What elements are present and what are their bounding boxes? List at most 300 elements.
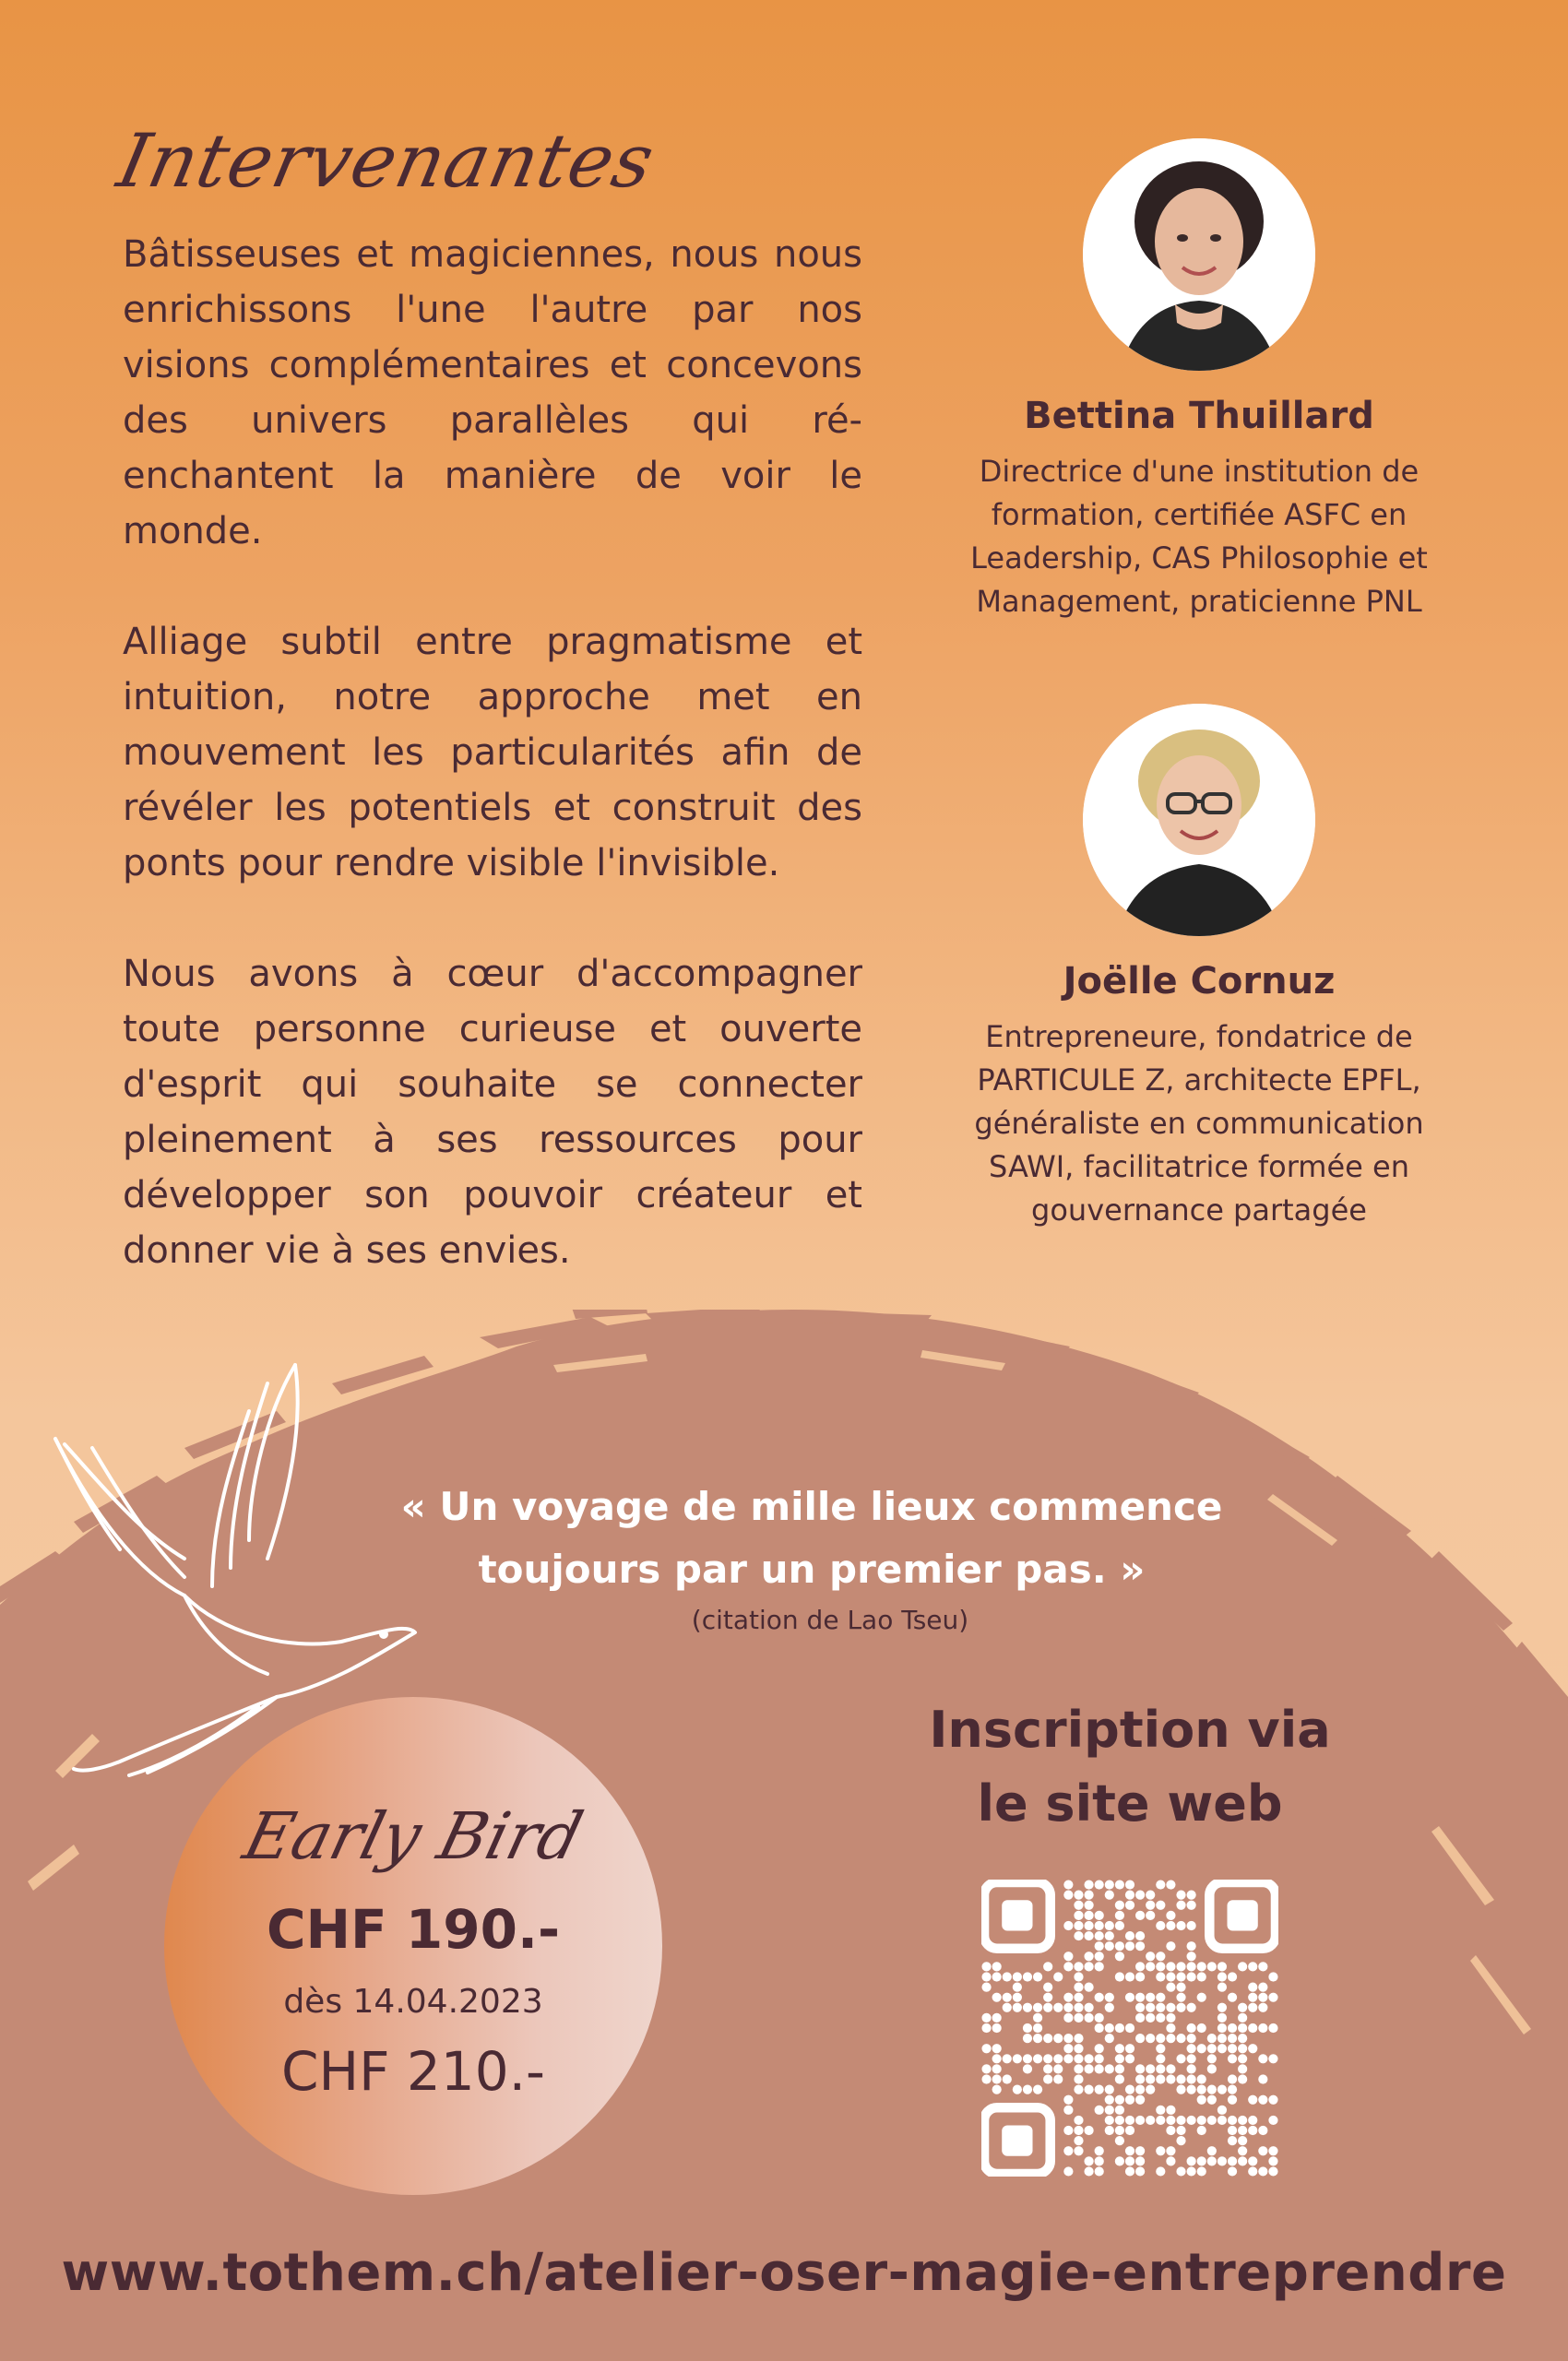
qr-module bbox=[1166, 2034, 1175, 2043]
qr-module bbox=[1248, 1982, 1257, 1991]
qr-module bbox=[1218, 2023, 1227, 2033]
qr-module bbox=[1268, 2116, 1277, 2125]
qr-module bbox=[1043, 2064, 1052, 2073]
qr-module bbox=[1105, 1941, 1114, 1951]
qr-module bbox=[1197, 2166, 1206, 2176]
qr-module bbox=[1074, 2013, 1083, 2023]
qr-module bbox=[1074, 1972, 1083, 1981]
qr-module bbox=[1156, 2064, 1165, 2073]
qr-module bbox=[1146, 2003, 1155, 2012]
quote-line-2: toujours par un premier pas. » bbox=[478, 1547, 1146, 1592]
qr-module bbox=[1176, 2116, 1185, 2125]
qr-module bbox=[1228, 2054, 1237, 2063]
qr-module bbox=[1146, 2074, 1155, 2083]
qr-module bbox=[1146, 2064, 1155, 2073]
qr-module bbox=[1095, 2044, 1104, 2053]
qr-module bbox=[992, 2064, 1002, 2073]
qr-module bbox=[1248, 1962, 1257, 1971]
intro-paragraph-3: Nous avons à cœur d'accompagner toute personne curieuse et ouverte d'esprit qui souhaite se connecter pleinement à ses ressources pour développer son pouvoir créateur et donner vie à ses envies. bbox=[123, 953, 862, 1272]
qr-module bbox=[1207, 2044, 1217, 2053]
qr-module bbox=[1095, 2054, 1104, 2063]
qr-module bbox=[1043, 2003, 1052, 2012]
qr-module bbox=[1156, 2146, 1165, 2155]
qr-module bbox=[1187, 1921, 1196, 1930]
qr-finder-inner bbox=[1227, 1900, 1257, 1930]
intro-paragraph-2: Alliage subtil entre pragmatisme et intuition, notre approche met en mouvement les particularités afin de révéler les potentiels et construit des ponts pour rendre visible l'invisible. bbox=[123, 621, 862, 884]
qr-module bbox=[1084, 1952, 1093, 1961]
qr-module bbox=[1176, 1962, 1185, 1971]
qr-module bbox=[1105, 2126, 1114, 2135]
early-bird-label: Early Bird bbox=[236, 1798, 590, 1874]
qr-module bbox=[992, 1972, 1002, 1981]
qr-module bbox=[1003, 2003, 1012, 2012]
qr-module bbox=[1207, 1962, 1217, 1971]
qr-module bbox=[1218, 2106, 1227, 2115]
qr-module bbox=[1084, 2054, 1093, 2063]
qr-module bbox=[1187, 1901, 1196, 1910]
qr-module bbox=[1228, 2074, 1237, 2083]
qr-module bbox=[1115, 2023, 1124, 2033]
qr-module bbox=[1053, 2003, 1063, 2012]
qr-module bbox=[1013, 2003, 1022, 2012]
qr-module bbox=[1003, 2054, 1012, 2063]
qr-module bbox=[1063, 2044, 1073, 2053]
qr-module bbox=[1218, 1962, 1227, 1971]
qr-module bbox=[1095, 1952, 1104, 1961]
qr-module bbox=[1125, 1941, 1134, 1951]
qr-module bbox=[1115, 2136, 1124, 2145]
qr-module bbox=[1156, 1921, 1165, 1930]
qr-module bbox=[1105, 1993, 1114, 2002]
qr-module bbox=[1135, 1911, 1145, 1920]
qr-module bbox=[1095, 2064, 1104, 2073]
qr-module bbox=[1248, 2166, 1257, 2176]
qr-module bbox=[1105, 2116, 1114, 2125]
qr-module bbox=[1033, 2023, 1042, 2033]
qr-module bbox=[1063, 1880, 1073, 1889]
qr-module bbox=[1166, 1911, 1175, 1920]
qr-module bbox=[1013, 2054, 1022, 2063]
qr-module bbox=[1228, 2034, 1237, 2043]
qr-module bbox=[1125, 2095, 1134, 2105]
qr-module bbox=[1063, 2126, 1073, 2135]
avatar bbox=[1083, 704, 1315, 936]
qr-module bbox=[1258, 2126, 1267, 2135]
qr-module bbox=[1115, 1941, 1124, 1951]
qr-module bbox=[1187, 1952, 1196, 1961]
qr-module bbox=[1197, 2156, 1206, 2165]
qr-module bbox=[1197, 2116, 1206, 2125]
qr-module bbox=[1268, 1993, 1277, 2002]
qr-module bbox=[1063, 2013, 1073, 2023]
qr-module bbox=[1053, 2074, 1063, 2083]
qr-module bbox=[1268, 2166, 1277, 2176]
qr-module bbox=[1176, 1891, 1185, 1900]
qr-module bbox=[1248, 2116, 1257, 2125]
qr-module bbox=[1074, 2003, 1083, 2012]
qr-module bbox=[1166, 2003, 1175, 2012]
qr-module bbox=[1218, 2085, 1227, 2094]
qr-module bbox=[1084, 1921, 1093, 1930]
website-url[interactable]: www.tothem.ch/atelier-oser-magie-entreprendre bbox=[61, 2243, 1507, 2303]
signup-line-2: le site web bbox=[977, 1774, 1283, 1833]
qr-module bbox=[1156, 2044, 1165, 2053]
qr-module bbox=[1238, 2023, 1247, 2033]
qr-module bbox=[1084, 1962, 1093, 1971]
qr-module bbox=[1074, 2054, 1083, 2063]
qr-module bbox=[1105, 1931, 1114, 1940]
qr-module bbox=[1095, 1993, 1104, 2002]
qr-module bbox=[981, 2064, 991, 2073]
qr-module bbox=[1105, 1891, 1114, 1900]
qr-module bbox=[1023, 2085, 1032, 2094]
qr-module bbox=[1166, 1962, 1175, 1971]
qr-module bbox=[1095, 2146, 1104, 2155]
signup-line-1: Inscription via bbox=[929, 1701, 1331, 1759]
qr-module bbox=[1063, 1993, 1073, 2002]
qr-module bbox=[1095, 1931, 1104, 1940]
qr-module bbox=[1125, 1891, 1134, 1900]
qr-module bbox=[1003, 1993, 1012, 2002]
qr-finder-inner bbox=[1002, 2125, 1032, 2155]
qr-module bbox=[1084, 2064, 1093, 2073]
qr-module bbox=[1105, 2064, 1114, 2073]
qr-module bbox=[1156, 1972, 1165, 1981]
qr-module bbox=[1023, 2054, 1032, 2063]
qr-module bbox=[1135, 2116, 1145, 2125]
qr-module bbox=[1125, 1901, 1134, 1910]
qr-module bbox=[1074, 1962, 1083, 1971]
qr-module bbox=[1135, 2013, 1145, 2023]
qr-module bbox=[1156, 2003, 1165, 2012]
qr-module bbox=[1238, 2064, 1247, 2073]
qr-module bbox=[1074, 2085, 1083, 2094]
qr-module bbox=[1043, 1962, 1052, 1971]
qr-module bbox=[1228, 2156, 1237, 2165]
qr-module bbox=[1197, 2074, 1206, 2083]
qr-module bbox=[1228, 2095, 1237, 2105]
price-badge bbox=[164, 1697, 662, 2195]
qr-module bbox=[1033, 2003, 1042, 2012]
qr-module bbox=[1115, 2116, 1124, 2125]
qr-module bbox=[1248, 2023, 1257, 2033]
qr-module bbox=[1095, 1921, 1104, 1930]
qr-module bbox=[1125, 2044, 1134, 2053]
qr-module bbox=[1187, 2044, 1196, 2053]
qr-module bbox=[1238, 2156, 1247, 2165]
qr-module bbox=[1268, 2023, 1277, 2033]
qr-module bbox=[1176, 1982, 1185, 1991]
qr-module bbox=[1023, 2023, 1032, 2033]
qr-module bbox=[1084, 2166, 1093, 2176]
qr-module bbox=[1166, 2146, 1175, 2155]
qr-module bbox=[1197, 1972, 1206, 1981]
qr-module bbox=[1187, 1962, 1196, 1971]
qr-module bbox=[1084, 2156, 1093, 2165]
qr-module bbox=[1084, 2003, 1093, 2012]
qr-module bbox=[1135, 1891, 1145, 1900]
qr-module bbox=[1207, 2116, 1217, 2125]
qr-module bbox=[1013, 1982, 1022, 1991]
qr-module bbox=[1228, 2166, 1237, 2176]
qr-module bbox=[1063, 2003, 1073, 2012]
qr-module bbox=[1135, 1941, 1145, 1951]
qr-module bbox=[1156, 1901, 1165, 1910]
qr-module bbox=[1207, 2095, 1217, 2105]
qr-module bbox=[1135, 2003, 1145, 2012]
qr-module bbox=[1125, 2116, 1134, 2125]
qr-module bbox=[1074, 2136, 1083, 2145]
qr-module bbox=[1084, 1891, 1093, 1900]
qr-module bbox=[1033, 2034, 1042, 2043]
qr-module bbox=[1146, 2085, 1155, 2094]
qr-module bbox=[1238, 2136, 1247, 2145]
qr-module bbox=[1248, 2126, 1257, 2135]
qr-module bbox=[1053, 2054, 1063, 2063]
qr-module bbox=[1125, 1972, 1134, 1981]
qr-module bbox=[1228, 2136, 1237, 2145]
qr-module bbox=[1074, 2064, 1083, 2073]
qr-module bbox=[1228, 1993, 1237, 2002]
qr-module bbox=[1238, 2126, 1247, 2135]
qr-module bbox=[1156, 2034, 1165, 2043]
qr-module bbox=[1238, 2034, 1247, 2043]
qr-module bbox=[1197, 2126, 1206, 2135]
qr-module bbox=[1218, 2156, 1227, 2165]
qr-module bbox=[1115, 2074, 1124, 2083]
qr-module bbox=[1115, 2126, 1124, 2135]
qr-module bbox=[1228, 2044, 1237, 2053]
qr-module bbox=[1228, 2085, 1237, 2094]
qr-module bbox=[1228, 1972, 1237, 1981]
qr-module bbox=[1125, 2146, 1134, 2155]
qr-module bbox=[1228, 2126, 1237, 2135]
qr-module bbox=[1268, 1972, 1277, 1981]
qr-module bbox=[981, 2074, 991, 2083]
qr-module bbox=[1095, 1962, 1104, 1971]
qr-module bbox=[1218, 1972, 1227, 1981]
signup-heading bbox=[885, 1693, 1374, 1841]
qr-module bbox=[1176, 2126, 1185, 2135]
qr-module bbox=[1053, 2064, 1063, 2073]
qr-module bbox=[1084, 2013, 1093, 2023]
qr-module bbox=[1166, 2156, 1175, 2165]
qr-module bbox=[1187, 2085, 1196, 2094]
qr-module bbox=[981, 2023, 991, 2033]
qr-module bbox=[1197, 1993, 1206, 2002]
quote bbox=[350, 1476, 1273, 1601]
qr-module bbox=[1176, 1972, 1185, 1981]
qr-module bbox=[1268, 2054, 1277, 2063]
qr-module bbox=[1095, 1941, 1104, 1951]
qr-module bbox=[1125, 2023, 1134, 2033]
portrait-photo bbox=[1083, 704, 1315, 936]
qr-module bbox=[1033, 2054, 1042, 2063]
qr-module bbox=[981, 2044, 991, 2053]
qr-module bbox=[1258, 1982, 1267, 1991]
qr-module bbox=[1013, 2085, 1022, 2094]
qr-module bbox=[1063, 2106, 1073, 2115]
qr-module bbox=[1135, 2095, 1145, 2105]
speaker-bio: Entrepreneure, fondatrice de PARTICULE Z, architecte EPFL, généraliste en communication SAWI, facilitatrice formée en gouvernance partagée bbox=[974, 1019, 1424, 1228]
qr-module bbox=[1013, 1972, 1022, 1981]
qr-module bbox=[1074, 2034, 1083, 2043]
qr-module bbox=[1176, 2166, 1185, 2176]
qr-module bbox=[1095, 1911, 1104, 1920]
qr-module bbox=[992, 1962, 1002, 1971]
qr-finder-inner bbox=[1002, 1900, 1032, 1930]
qr-module bbox=[1115, 2064, 1124, 2073]
qr-module bbox=[1105, 1921, 1114, 1930]
qr-module bbox=[1207, 2054, 1217, 2063]
qr-module bbox=[1135, 2146, 1145, 2155]
qr-module bbox=[1095, 1880, 1104, 1889]
qr-module bbox=[1063, 1891, 1073, 1900]
qr-module bbox=[1146, 1952, 1155, 1961]
qr-module bbox=[1197, 2095, 1206, 2105]
qr-module bbox=[1084, 1901, 1093, 1910]
qr-module bbox=[1146, 2013, 1155, 2023]
qr-module bbox=[1074, 1921, 1083, 1930]
qr-module bbox=[1228, 2023, 1237, 2033]
qr-module bbox=[1268, 2156, 1277, 2165]
qr-module bbox=[1187, 2064, 1196, 2073]
qr-module bbox=[1063, 2054, 1073, 2063]
qr-module bbox=[1105, 2106, 1114, 2115]
qr-module bbox=[1023, 1972, 1032, 1981]
avatar bbox=[1083, 138, 1315, 371]
qr-module bbox=[1258, 1993, 1267, 2002]
qr-module bbox=[1115, 1901, 1124, 1910]
qr-module bbox=[1095, 2156, 1104, 2165]
qr-module bbox=[992, 2013, 1002, 2023]
qr-module bbox=[1166, 1880, 1175, 1889]
qr-module bbox=[1074, 2126, 1083, 2135]
qr-module bbox=[1187, 2023, 1196, 2033]
quote-source: (citation de Lao Tseu) bbox=[691, 1605, 969, 1635]
price-date-note: dès 14.04.2023 bbox=[283, 1983, 543, 2021]
qr-module bbox=[1146, 2034, 1155, 2043]
qr-module bbox=[1095, 2106, 1104, 2115]
qr-module bbox=[1043, 2074, 1052, 2083]
qr-module bbox=[1074, 2074, 1083, 2083]
qr-module bbox=[1268, 2095, 1277, 2105]
qr-module bbox=[1258, 2166, 1267, 2176]
speaker-card-joelle bbox=[941, 704, 1457, 1232]
section-title: Intervenantes bbox=[111, 118, 662, 204]
regular-price: CHF 210.- bbox=[281, 2040, 545, 2103]
qr-module bbox=[1146, 1962, 1155, 1971]
qr-module bbox=[1207, 2156, 1217, 2165]
qr-module bbox=[1218, 2034, 1227, 2043]
qr-module bbox=[1187, 2003, 1196, 2012]
qr-module bbox=[1166, 1941, 1175, 1951]
speaker-name: Bettina Thuillard bbox=[1024, 395, 1374, 437]
qr-module bbox=[1095, 2013, 1104, 2023]
qr-module bbox=[981, 1982, 991, 1991]
qr-module bbox=[1187, 2074, 1196, 2083]
qr-module bbox=[1228, 2116, 1237, 2125]
qr-module bbox=[1187, 2116, 1196, 2125]
qr-module bbox=[1023, 2034, 1032, 2043]
qr-module bbox=[1258, 2054, 1267, 2063]
early-bird-price: CHF 190.- bbox=[266, 1898, 561, 1961]
speaker-bio: Directrice d'une institution de formation, certifiée ASFC en Leadership, CAS Philosophie et Management, praticienne PNL bbox=[970, 454, 1428, 619]
qr-module bbox=[1176, 2054, 1185, 2063]
qr-module bbox=[1248, 2095, 1257, 2105]
qr-module bbox=[1135, 2156, 1145, 2165]
qr-module bbox=[1166, 2023, 1175, 2033]
qr-module bbox=[992, 1993, 1002, 2002]
qr-module bbox=[1095, 2023, 1104, 2033]
qr-module bbox=[1166, 2106, 1175, 2115]
qr-module bbox=[1074, 2044, 1083, 2053]
qr-module bbox=[1218, 2013, 1227, 2023]
intro-text bbox=[123, 227, 862, 1334]
qr-module bbox=[1176, 1901, 1185, 1910]
qr-module bbox=[1166, 2074, 1175, 2083]
qr-module bbox=[1125, 2054, 1134, 2063]
qr-module bbox=[1156, 2116, 1165, 2125]
qr-module bbox=[1063, 1921, 1073, 1930]
qr-module bbox=[1176, 2003, 1185, 2012]
qr-code[interactable] bbox=[981, 1880, 1278, 2177]
qr-module bbox=[1187, 1891, 1196, 1900]
qr-module bbox=[1115, 2054, 1124, 2063]
qr-module bbox=[1146, 1891, 1155, 1900]
qr-module bbox=[1003, 2074, 1012, 2083]
qr-module bbox=[1125, 2156, 1134, 2165]
qr-module bbox=[1197, 1962, 1206, 1971]
qr-module bbox=[1187, 2054, 1196, 2063]
qr-module bbox=[1043, 2034, 1052, 2043]
qr-module bbox=[1084, 1931, 1093, 1940]
qr-module bbox=[1084, 1982, 1093, 1991]
qr-module bbox=[1125, 2126, 1134, 2135]
qr-module bbox=[1258, 1962, 1267, 1971]
qr-module bbox=[1218, 2116, 1227, 2125]
qr-module bbox=[1063, 2095, 1073, 2105]
qr-module bbox=[1187, 1941, 1196, 1951]
qr-module bbox=[1218, 2003, 1227, 2012]
qr-module bbox=[1268, 2146, 1277, 2155]
qr-module bbox=[1156, 1952, 1165, 1961]
qr-module bbox=[1135, 2085, 1145, 2094]
qr-module bbox=[1187, 1972, 1196, 1981]
qr-module bbox=[1105, 2023, 1114, 2033]
qr-module bbox=[1074, 1911, 1083, 1920]
qr-module bbox=[1084, 2085, 1093, 2094]
qr-module bbox=[1135, 2074, 1145, 2083]
qr-module bbox=[1146, 2116, 1155, 2125]
qr-module bbox=[1238, 2146, 1247, 2155]
qr-module bbox=[1135, 2166, 1145, 2176]
qr-module bbox=[1238, 2074, 1247, 2083]
qr-module bbox=[1115, 1972, 1124, 1981]
qr-module bbox=[1125, 1931, 1134, 1940]
qr-module bbox=[1248, 2156, 1257, 2165]
qr-module bbox=[1033, 2013, 1042, 2023]
qr-module bbox=[1197, 2023, 1206, 2033]
qr-module bbox=[1156, 1993, 1165, 2002]
qr-module bbox=[1176, 1921, 1185, 1930]
qr-module bbox=[1115, 2156, 1124, 2165]
qr-module bbox=[1063, 2166, 1073, 2176]
qr-module bbox=[1074, 1931, 1083, 1940]
qr-module bbox=[1176, 2074, 1185, 2083]
qr-module bbox=[1258, 2074, 1267, 2083]
qr-module bbox=[1033, 2085, 1042, 2094]
